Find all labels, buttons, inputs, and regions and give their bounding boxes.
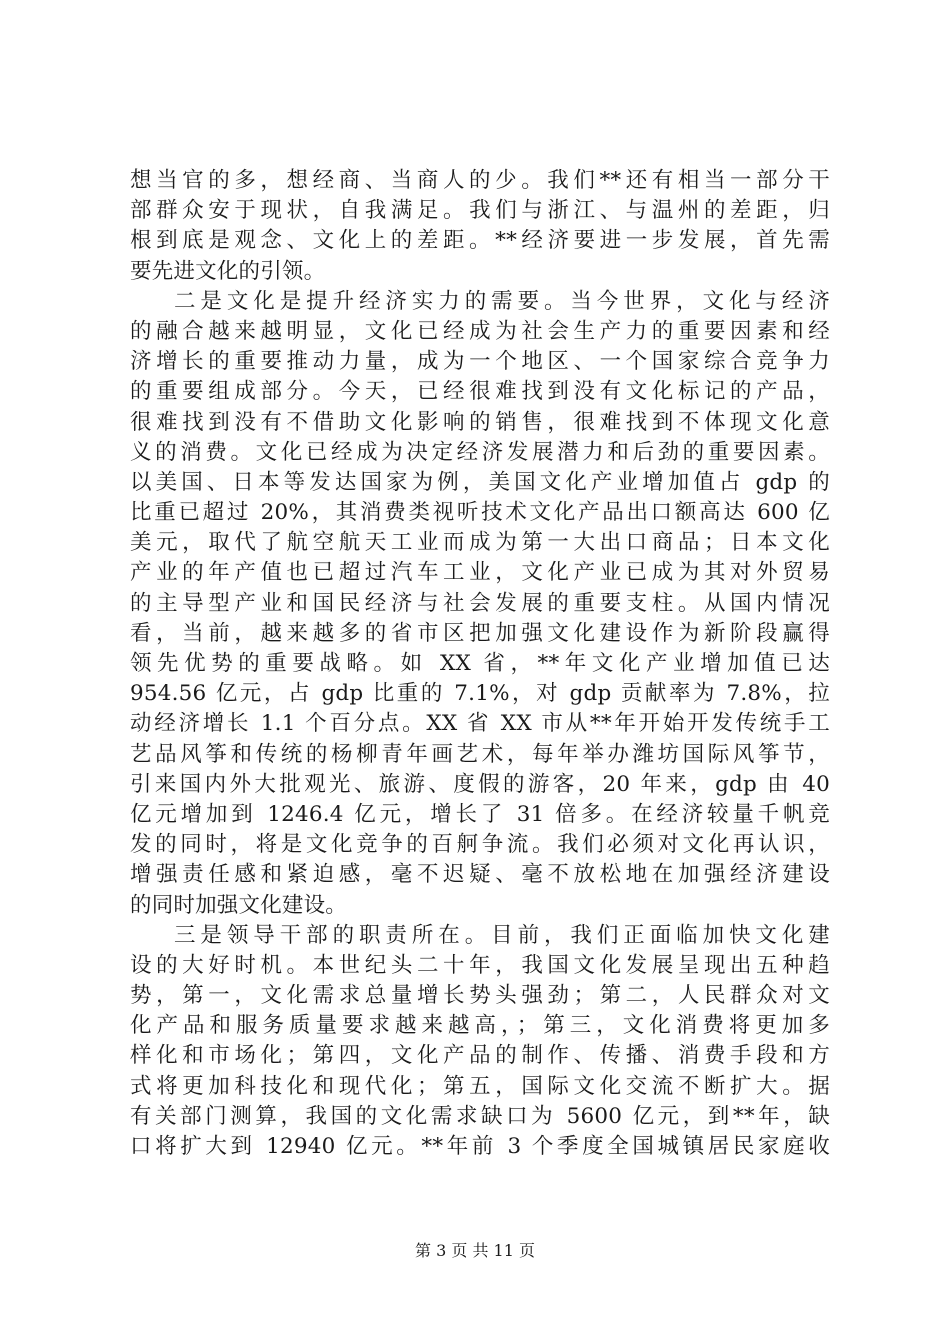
text-line: 三是领导干部的职责所在。目前，我们正面临加快文化建 bbox=[174, 922, 830, 948]
text-line: 动经济增长 1.1 个百分点。XX 省 XX 市从**年开始开发传统手工 bbox=[130, 711, 830, 737]
text-line: 领先优势的重要战略。如 XX 省，**年文化产业增加值已达 bbox=[130, 651, 830, 676]
text-line: 口将扩大到 12940 亿元。**年前 3 个季度全国城镇居民家庭收 bbox=[130, 1134, 830, 1159]
text-line: 很难找到没有不借助文化影响的销售，很难找到不体现文化意 bbox=[130, 409, 830, 435]
text-line: 式将更加科技化和现代化；第五，国际文化交流不断扩大。据 bbox=[130, 1073, 830, 1099]
text-line: 比重已超过 20%，其消费类视听技术文化产品出口额高达 600 亿 bbox=[130, 500, 830, 526]
text-line: 化产品和服务质量要求越来越高，；第三，文化消费将更加多 bbox=[130, 1013, 830, 1039]
text-line: 产业的年产值也已超过汽车工业，文化产业已成为其对外贸易 bbox=[130, 560, 830, 586]
text-line: 增强责任感和紧迫感，毫不迟疑、毫不放松地在加强经济建设 bbox=[130, 862, 830, 888]
document-body bbox=[130, 166, 830, 1162]
text-line: 设的大好时机。本世纪头二十年，我国文化发展呈现出五种趋 bbox=[130, 952, 830, 978]
text-line: 二是文化是提升经济实力的需要。当今世界，文化与经济 bbox=[174, 288, 830, 314]
text-line: 的融合越来越明显，文化已经成为社会生产力的重要因素和经 bbox=[130, 318, 830, 344]
text-line: 看，当前，越来越多的省市区把加强文化建设作为新阶段赢得 bbox=[130, 620, 830, 646]
text-line: 美元，取代了航空航天工业而成为第一大出口商品；日本文化 bbox=[130, 530, 830, 556]
text-line: 要先进文化的引领。 bbox=[130, 258, 326, 284]
text-line: 有关部门测算，我国的文化需求缺口为 5600 亿元，到**年，缺 bbox=[130, 1103, 830, 1129]
text-line: 的同时加强文化建设。 bbox=[130, 892, 348, 918]
text-line: 部群众安于现状，自我满足。我们与浙江、与温州的差距，归 bbox=[130, 198, 830, 224]
text-line: 义的消费。文化已经成为决定经济发展潜力和后劲的重要因素。 bbox=[130, 439, 830, 465]
text-line: 亿元增加到 1246.4 亿元，增长了 31 倍多。在经济较量千帆竞 bbox=[130, 801, 830, 827]
page-footer: 第 3 页 共 11 页 bbox=[415, 1241, 535, 1260]
text-line: 的重要组成部分。今天，已经很难找到没有文化标记的产品， bbox=[130, 379, 830, 405]
text-line: 势，第一，文化需求总量增长势头强劲；第二，人民群众对文 bbox=[130, 983, 830, 1009]
text-line: 发的同时，将是文化竞争的百舸争流。我们必须对文化再认识， bbox=[130, 832, 830, 858]
text-line: 济增长的重要推动力量，成为一个地区、一个国家综合竞争力 bbox=[130, 349, 830, 375]
text-line: 样化和市场化；第四，文化产品的制作、传播、消费手段和方 bbox=[130, 1043, 830, 1069]
text-line: 954.56 亿元，占 gdp 比重的 7.1%，对 gdp 贡献率为 7.8%，拉 bbox=[130, 681, 830, 707]
text-line: 想当官的多，想经商、当商人的少。我们**还有相当一部分干 bbox=[130, 168, 830, 193]
text-line: 以美国、日本等发达国家为例，美国文化产业增加值占 gdp 的 bbox=[130, 469, 830, 495]
text-line: 引来国内外大批观光、旅游、度假的游客，20 年来，gdp 由 40 bbox=[130, 771, 830, 797]
text-line: 艺品风筝和传统的杨柳青年画艺术，每年举办潍坊国际风筝节， bbox=[130, 741, 830, 767]
text-line: 根到底是观念、文化上的差距。**经济要进一步发展，首先需 bbox=[130, 228, 830, 254]
text-line: 的主导型产业和国民经济与社会发展的重要支柱。从国内情况 bbox=[130, 590, 830, 616]
